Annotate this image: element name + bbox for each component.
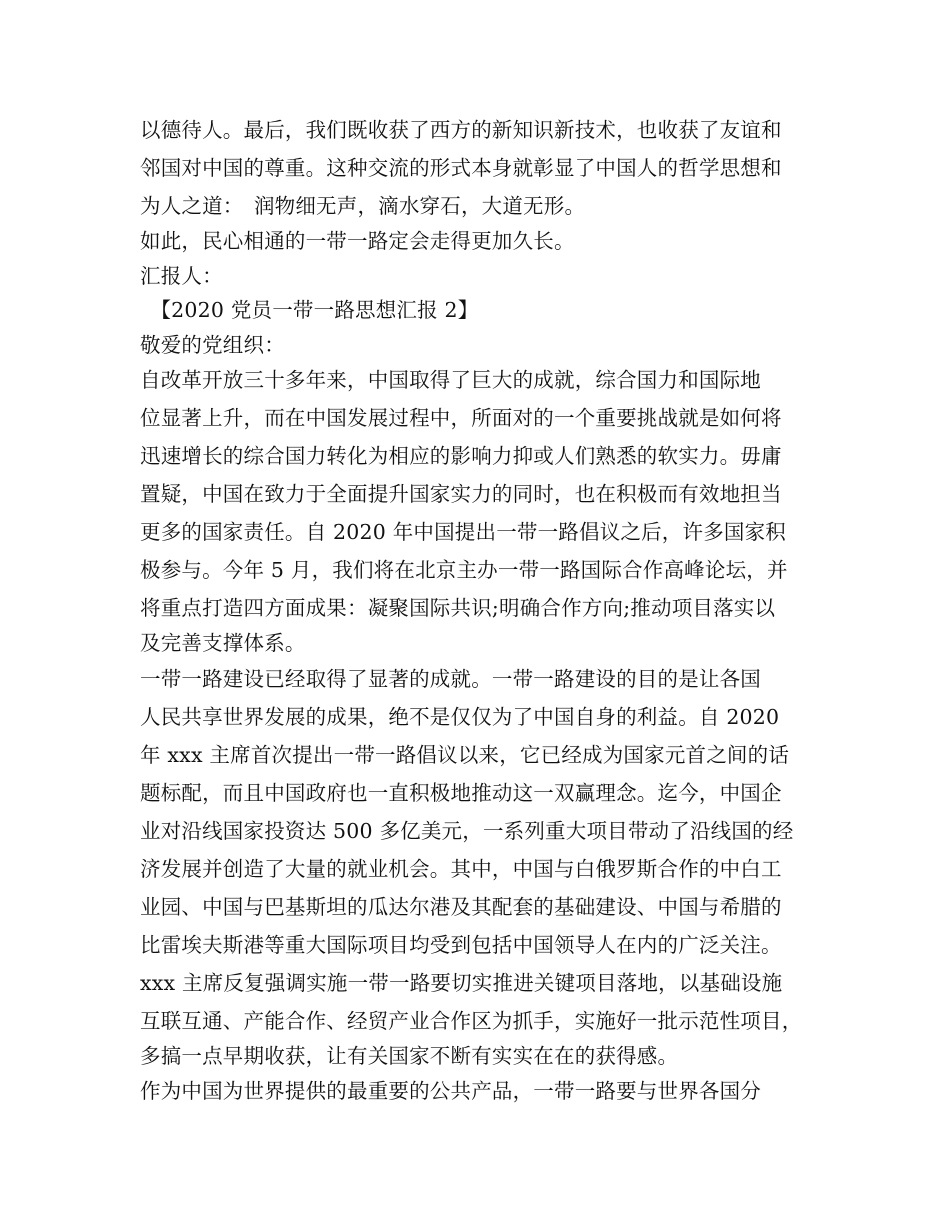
text-line: 迅速增长的综合国力转化为相应的影响力抑或人们熟悉的软实力。毋庸 [140, 444, 782, 468]
text-line: 以德待人。最后，我们既收获了西方的新知识新技术，也收获了友谊和 [140, 118, 782, 142]
text-line: 年 xxx 主席首次提出一带一路倡议以来，它已经成为国家元首之间的话 [140, 743, 790, 767]
text-line: 业对沿线国家投资达 500 多亿美元，一系列重大项目带动了沿线国的经 [140, 819, 794, 843]
text-line: 比雷埃夫斯港等重大国际项目均受到包括中国领导人在内的广泛关注。 [140, 933, 782, 957]
text-line: 如此，民心相通的一带一路定会走得更加久长。 [140, 229, 575, 253]
text-line: 业园、中国与巴基斯坦的瓜达尔港及其配套的基础建设、中国与希腊的 [140, 895, 782, 919]
text-line: 极参与。今年 5 月，我们将在北京主办一带一路国际合作高峰论坛，并 [140, 558, 788, 582]
text-line: 将重点打造四方面成果：凝聚国际共识;明确合作方向;推动项目落实以 [140, 596, 776, 620]
salutation: 敬爱的党组织： [140, 333, 285, 357]
text-line: 及完善支撑体系。 [140, 631, 306, 655]
text-line: 人民共享世界发展的成果，绝不是仅仅为了中国自身的利益。自 2020 [140, 705, 780, 729]
text-line: 多搞一点早期收获，让有关国家不断有实实在在的获得感。 [140, 1044, 679, 1068]
text-line: 汇报人： [140, 264, 223, 288]
text-line: 济发展并创造了大量的就业机会。其中，中国与白俄罗斯合作的中白工 [140, 857, 782, 881]
text-line: 互联互通、产能合作、经贸产业合作区为抓手，实施好一批示范性项目， [140, 1009, 803, 1033]
text-line: 自改革开放三十多年来，中国取得了巨大的成就，综合国力和国际地 [140, 368, 761, 392]
text-line: 为人之道： 润物细无声，滴水穿石，大道无形。 [140, 194, 586, 218]
section-heading: 【2020 党员一带一路思想汇报 2】 [140, 298, 479, 322]
text-line: 一带一路建设已经取得了显著的成就。一带一路建设的目的是让各国 [140, 667, 761, 691]
text-line: 置疑，中国在致力于全面提升国家实力的同时，也在积极而有效地担当 [140, 482, 782, 506]
text-line: 更多的国家责任。自 2020 年中国提出一带一路倡议之后，许多国家积 [140, 520, 787, 544]
text-line: 邻国对中国的尊重。这种交流的形式本身就彰显了中国人的哲学思想和 [140, 156, 782, 180]
text-line: 位显著上升，而在中国发展过程中，所面对的一个重要挑战就是如何将 [140, 406, 782, 430]
text-line: 题标配，而且中国政府也一直积极地推动这一双赢理念。迄今，中国企 [140, 781, 782, 805]
text-line: xxx 主席反复强调实施一带一路要切实推进关键项目落地，以基础设施 [140, 971, 783, 995]
text-line: 作为中国为世界提供的最重要的公共产品，一带一路要与世界各国分 [140, 1079, 761, 1103]
